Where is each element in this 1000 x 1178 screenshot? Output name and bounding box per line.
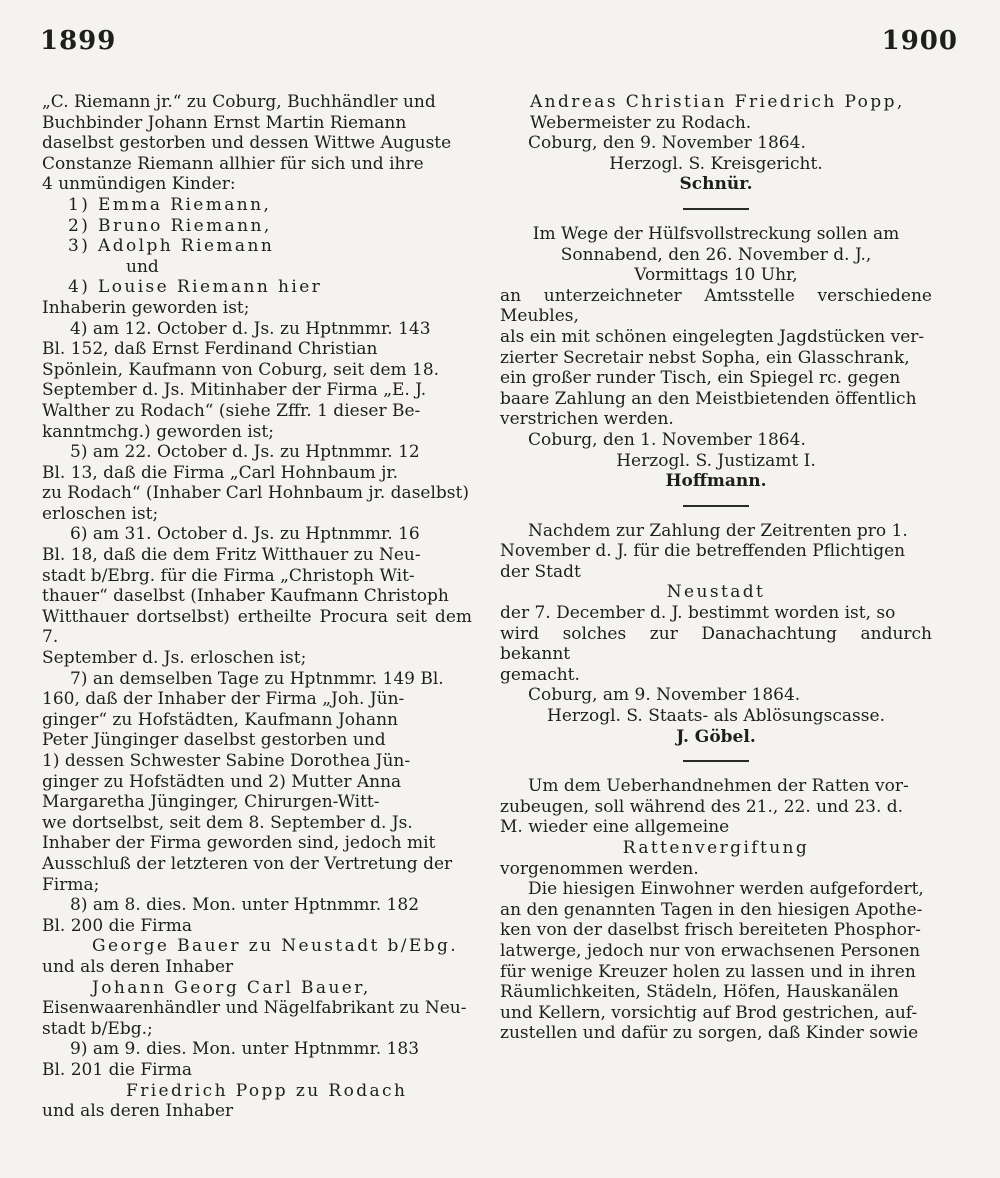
list-item: 3) Adolph Riemann — [68, 236, 275, 257]
text-line: 4 unmündigen Kinder: — [42, 174, 236, 195]
firm-name: George Bauer zu Neustadt b/Ebg. — [92, 936, 459, 957]
court-notice-2 — [500, 224, 932, 492]
text-line: Ausschluß der letzteren von der Vertretung der — [42, 853, 453, 874]
text-line: ein großer runder Tisch, ein Spiegel rc. gegen — [500, 368, 901, 389]
text-line: 7) an demselben Tage zu Hptnmmr. 149 Bl. — [70, 668, 444, 689]
text-line: Witthauer dortselbst) ertheilte Procura seit dem 7. — [42, 606, 472, 648]
notice-keyword: Rattenvergiftung — [622, 838, 810, 858]
text-line: Räumlichkeiten, Städeln, Höfen, Hauskanälen — [500, 982, 899, 1003]
text-line: Firma; — [42, 874, 100, 895]
text-line: daselbst gestorben und dessen Wittwe Auguste — [42, 133, 452, 154]
text-line: November d. J. für die betreffenden Pflichtigen — [500, 541, 906, 562]
text-line: 6) am 31. October d. Js. zu Hptnmmr. 16 — [70, 524, 420, 545]
owner-name: Johann Georg Carl Bauer, — [92, 977, 371, 998]
entry-9 — [42, 1039, 472, 1121]
left-column — [42, 92, 472, 1122]
text-line: zubeugen, soll während des 21., 22. und 23. d. — [500, 796, 904, 817]
text-line: Bl. 152, daß Ernst Ferdinand Christian — [42, 339, 378, 360]
text-line: 160, daß der Inhaber der Firma „Joh. Jün- — [42, 689, 405, 710]
entry-8 — [42, 895, 472, 1039]
text-line: ginger zu Hofstädten und 2) Mutter Anna — [42, 771, 402, 792]
text-line: September d. Js. Mitinhaber der Firma „E. J. — [42, 380, 427, 401]
text-line: 8) am 8. dies. Mon. unter Hptnmmr. 182 — [70, 895, 420, 916]
section-divider — [683, 760, 749, 762]
text-line: zierter Secretair nebst Sopha, ein Glasschrank, — [500, 347, 910, 368]
list-item: 1) Emma Riemann, — [68, 194, 272, 215]
text-line: „C. Riemann jr.“ zu Coburg, Buchhändler und — [42, 92, 436, 112]
authority-line: Herzogl. S. Justizamt I. — [616, 450, 816, 471]
text-line: thauer“ daselbst (Inhaber Kaufmann Christoph — [42, 586, 449, 607]
text-line: Bl. 13, daß die Firma „Carl Hohnbaum jr. — [42, 462, 399, 483]
text-line: 9) am 9. dies. Mon. unter Hptnmmr. 183 — [70, 1039, 420, 1060]
text-line: wird solches zur Danachachtung andurch bekannt — [500, 623, 932, 665]
text-line: und als deren Inhaber — [42, 1101, 234, 1122]
text-line: Vormittags 10 Uhr, — [634, 265, 798, 286]
date-line: Coburg, den 9. November 1864. — [528, 133, 806, 154]
court-notice-1 — [500, 92, 932, 195]
text-line: als ein mit schönen eingelegten Jagdstücken ver- — [500, 326, 925, 347]
text-line: an den genannten Tagen in den hiesigen Apothe- — [500, 899, 923, 920]
signature: J. Göbel. — [676, 726, 756, 747]
list-item: 2) Bruno Riemann, — [68, 215, 272, 236]
text-line: Bl. 200 die Firma — [42, 915, 192, 936]
page-number-right: 1900 — [881, 26, 958, 56]
text-line: verstrichen werden. — [500, 409, 674, 430]
text-line: Um dem Ueberhandnehmen der Ratten vor- — [528, 776, 909, 797]
text-line: ginger“ zu Hofstädten, Kaufmann Johann — [42, 709, 398, 730]
entry-7 — [42, 669, 472, 896]
authority-line: Herzogl. S. Staats- als Ablösungscasse. — [547, 706, 885, 727]
text-line: baare Zahlung an den Meistbietenden öffentlich — [500, 388, 917, 409]
text-line: we dortselbst, seit dem 8. September d. Js. — [42, 812, 413, 833]
text-line: Im Wege der Hülfsvollstreckung sollen am — [532, 223, 900, 244]
text-line: Peter Jünginger daselbst gestorben und — [42, 730, 386, 751]
text-line: Sonnabend, den 26. November d. J., — [560, 244, 872, 265]
text-line: stadt b/Ebrg. für die Firma „Christoph Wit- — [42, 565, 415, 586]
text-line: und als deren Inhaber — [42, 956, 234, 977]
text-line: kanntmchg.) geworden ist; — [42, 421, 274, 442]
text-line: zu Rodach“ (Inhaber Carl Hohnbaum jr. daselbst) — [42, 483, 469, 504]
text-line: Die hiesigen Einwohner werden aufgefordert, — [528, 879, 924, 900]
text-line: Walther zu Rodach“ (siehe Zffr. 1 dieser Be- — [42, 400, 421, 421]
children-list — [42, 195, 472, 298]
text-line: ken von der daselbst frisch bereiteten Phosphor- — [500, 920, 921, 941]
entry-4 — [42, 319, 472, 443]
text-line: Inhaberin geworden ist; — [42, 297, 250, 318]
text-line: Inhaber der Firma geworden sind, jedoch mit — [42, 833, 436, 854]
text-line: Webermeister zu Rodach. — [530, 112, 752, 133]
text-line: Margaretha Jünginger, Chirurgen-Witt- — [42, 792, 380, 813]
text-line: zustellen und dafür zu sorgen, daß Kinder sowie — [500, 1023, 919, 1044]
section-divider — [683, 505, 749, 507]
text-line: Bl. 18, daß die dem Fritz Witthauer zu Neu- — [42, 545, 421, 566]
signature: Hoffmann. — [665, 471, 767, 492]
text-line: der Stadt — [500, 561, 581, 582]
firm-name: Friedrich Popp zu Rodach — [126, 1080, 408, 1101]
text-line: an unterzeichneter Amtsstelle verschiedene Meubles, — [500, 285, 932, 327]
entry-5 — [42, 442, 472, 524]
text-line: M. wieder eine allgemeine — [500, 817, 730, 838]
text-line: gemacht. — [500, 664, 580, 685]
signature: Schnür. — [679, 174, 753, 195]
text-line: latwerge, jedoch nur von erwachsenen Personen — [500, 940, 921, 961]
date-line: Coburg, den 1. November 1864. — [528, 429, 806, 450]
court-notice-4 — [500, 776, 932, 1044]
text-line: stadt b/Ebg.; — [42, 1018, 153, 1039]
page-number-left: 1899 — [40, 26, 117, 56]
text-line: vorgenommen werden. — [500, 858, 699, 879]
authority-line: Herzogl. S. Kreisgericht. — [609, 153, 823, 174]
owner-name: Andreas Christian Friedrich Popp, — [530, 92, 905, 112]
text-line: 1) dessen Schwester Sabine Dorothea Jün- — [42, 751, 411, 771]
court-notice-3 — [500, 521, 932, 748]
text-line: Buchbinder Johann Ernst Martin Riemann — [42, 112, 407, 133]
date-line: Coburg, am 9. November 1864. — [528, 685, 801, 706]
text-line: und Kellern, vorsichtig auf Brod gestrichen, auf- — [500, 1002, 918, 1023]
text-line: Spönlein, Kaufmann von Coburg, seit dem 18. — [42, 359, 440, 380]
section-divider — [683, 208, 749, 210]
text-line: erloschen ist; — [42, 503, 159, 524]
list-item: 4) Louise Riemann hier — [68, 277, 323, 298]
text-line: Constanze Riemann allhier für sich und ihre — [42, 153, 424, 174]
text-line: September d. Js. erloschen ist; — [42, 648, 307, 669]
text-line: 5) am 22. October d. Js. zu Hptnmmr. 12 — [70, 442, 420, 463]
town-name: Neustadt — [666, 582, 766, 603]
right-column — [500, 92, 932, 1044]
text-line: für wenige Kreuzer holen zu lassen und in ihren — [500, 961, 916, 982]
list-conjunction: und — [126, 256, 159, 277]
entry-6 — [42, 524, 472, 668]
text-line: 4) am 12. October d. Js. zu Hptnmmr. 143 — [70, 318, 431, 339]
text-line: Nachdem zur Zahlung der Zeitrenten pro 1. — [528, 520, 908, 541]
text-line: Eisenwaarenhändler und Nägelfabrikant zu Neu- — [42, 998, 467, 1019]
text-line: Bl. 201 die Firma — [42, 1059, 192, 1080]
text-line: der 7. December d. J. bestimmt worden ist, so — [500, 603, 896, 624]
intro-paragraph — [42, 92, 472, 195]
